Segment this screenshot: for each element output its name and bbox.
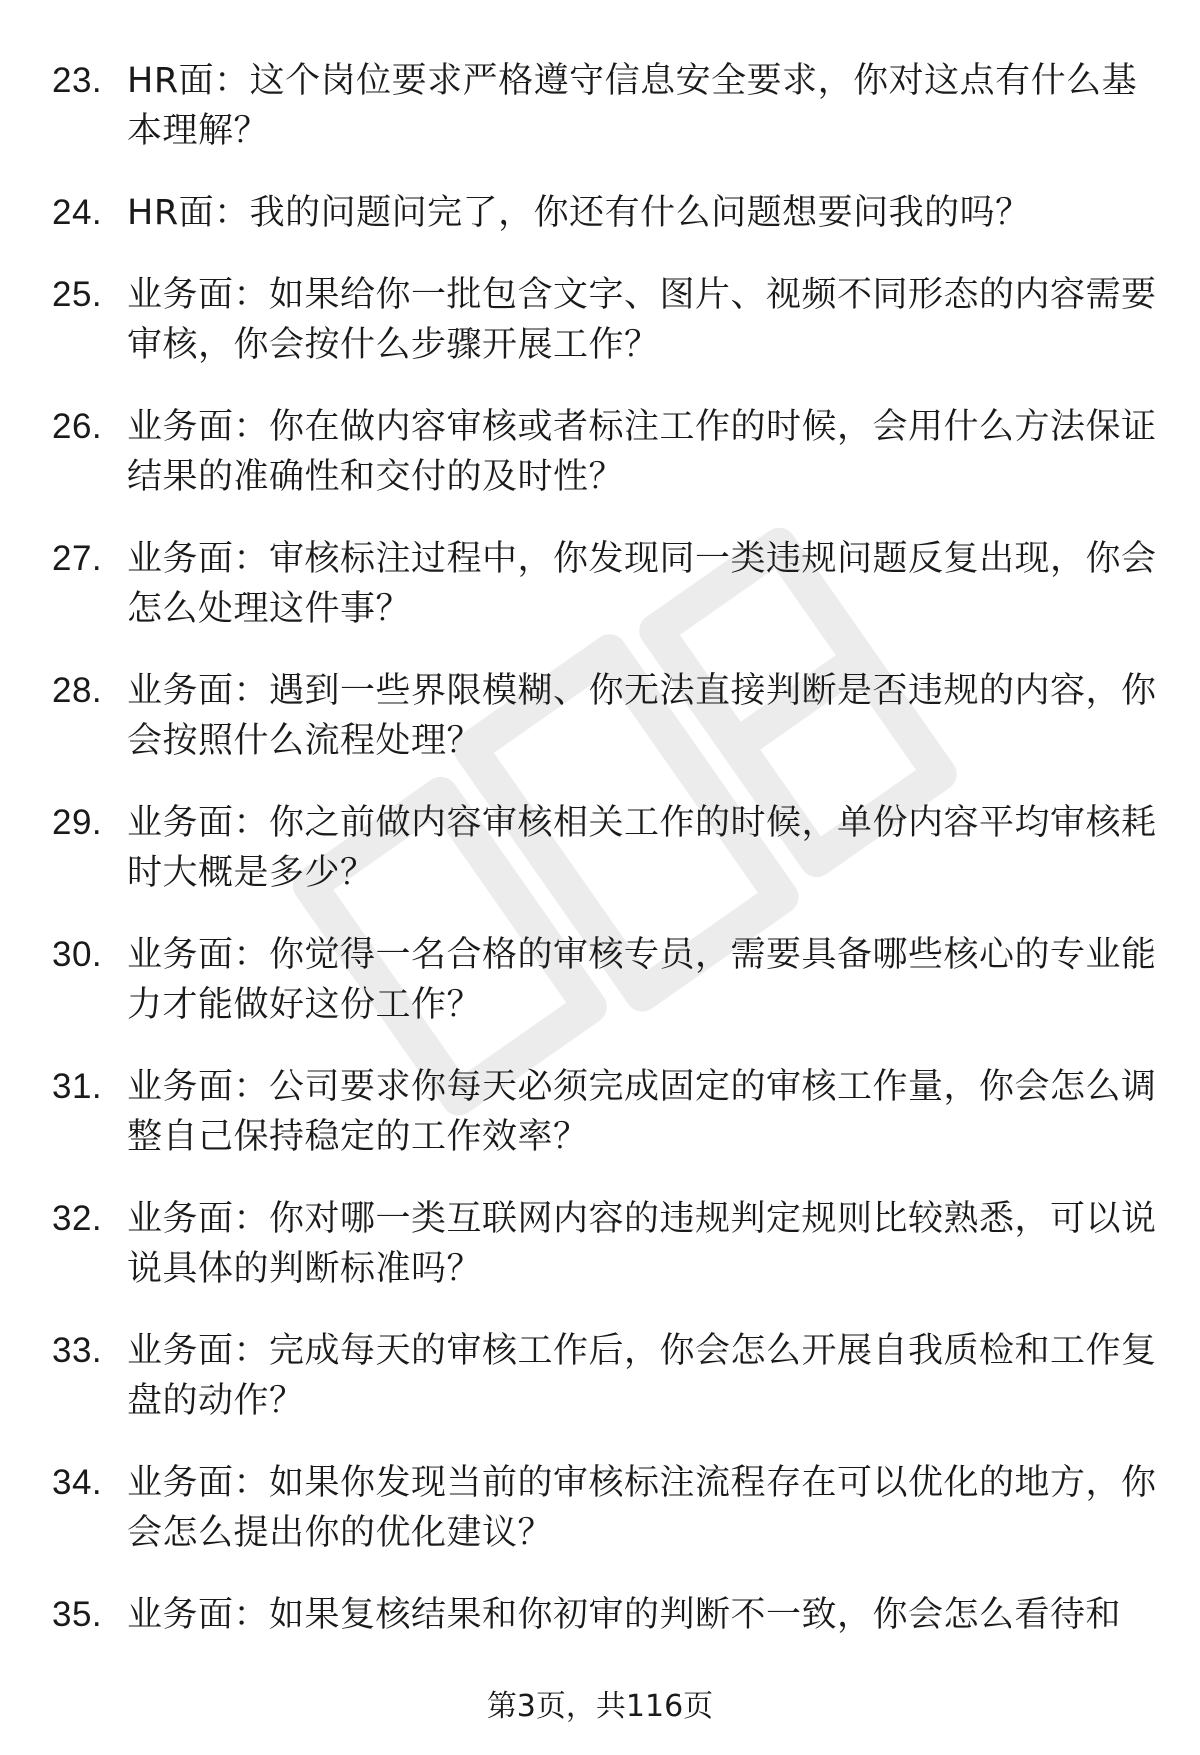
question-number: 23. <box>52 61 103 100</box>
question-item <box>52 1326 1162 1426</box>
page-number-footer: 第3页，共116页 <box>486 1689 714 1724</box>
question-text: 业务面：审核标注过程中，你发现同一类违规问题反复出现，你会怎么处理这件事？ <box>127 539 1157 629</box>
question-number: 33. <box>52 1331 103 1370</box>
question-text: 业务面：你对哪一类互联网内容的违规判定规则比较熟悉，可以说说具体的判断标准吗？ <box>127 1199 1157 1289</box>
question-number: 31. <box>52 1067 103 1106</box>
question-item <box>52 1194 1162 1294</box>
question-number: 26. <box>52 407 103 446</box>
question-number: 35. <box>52 1595 103 1634</box>
question-item <box>52 798 1162 898</box>
question-item <box>52 1458 1162 1558</box>
question-list <box>52 56 1162 1672</box>
question-text: 业务面：你在做内容审核或者标注工作的时候，会用什么方法保证结果的准确性和交付的及时性？ <box>127 407 1157 497</box>
question-text: 业务面：如果给你一批包含文字、图片、视频不同形态的内容需要审核，你会按什么步骤开展工作？ <box>127 275 1157 365</box>
question-text: 业务面：你觉得一名合格的审核专员，需要具备哪些核心的专业能力才能做好这份工作？ <box>127 935 1157 1025</box>
question-text: HR面：这个岗位要求严格遵守信息安全要求，你对这点有什么基本理解？ <box>127 61 1138 151</box>
question-number: 32. <box>52 1199 103 1238</box>
question-number: 28. <box>52 671 103 710</box>
question-number: 30. <box>52 935 103 974</box>
question-item <box>52 402 1162 502</box>
question-number: 24. <box>52 193 103 232</box>
question-text: 业务面：如果复核结果和你初审的判断不一致，你会怎么看待和 <box>127 1595 1122 1635</box>
question-item <box>52 666 1162 766</box>
question-text: 业务面：你之前做内容审核相关工作的时候，单份内容平均审核耗时大概是多少？ <box>127 803 1157 893</box>
question-item <box>52 270 1162 370</box>
question-number: 27. <box>52 539 103 578</box>
question-item <box>52 1590 1162 1640</box>
question-item <box>52 188 1162 238</box>
question-text: 业务面：遇到一些界限模糊、你无法直接判断是否违规的内容，你会按照什么流程处理？ <box>127 671 1157 761</box>
question-item <box>52 930 1162 1030</box>
question-number: 29. <box>52 803 103 842</box>
question-text: 业务面：如果你发现当前的审核标注流程存在可以优化的地方，你会怎么提出你的优化建议？ <box>127 1463 1157 1553</box>
question-item <box>52 534 1162 634</box>
question-text: HR面：我的问题问完了，你还有什么问题想要问我的吗？ <box>127 193 1031 233</box>
question-number: 34. <box>52 1463 103 1502</box>
question-number: 25. <box>52 275 103 314</box>
question-item <box>52 1062 1162 1162</box>
question-text: 业务面：完成每天的审核工作后，你会怎么开展自我质检和工作复盘的动作？ <box>127 1331 1157 1421</box>
question-text: 业务面：公司要求你每天必须完成固定的审核工作量，你会怎么调整自己保持稳定的工作效率？ <box>127 1067 1157 1157</box>
question-item <box>52 56 1162 156</box>
